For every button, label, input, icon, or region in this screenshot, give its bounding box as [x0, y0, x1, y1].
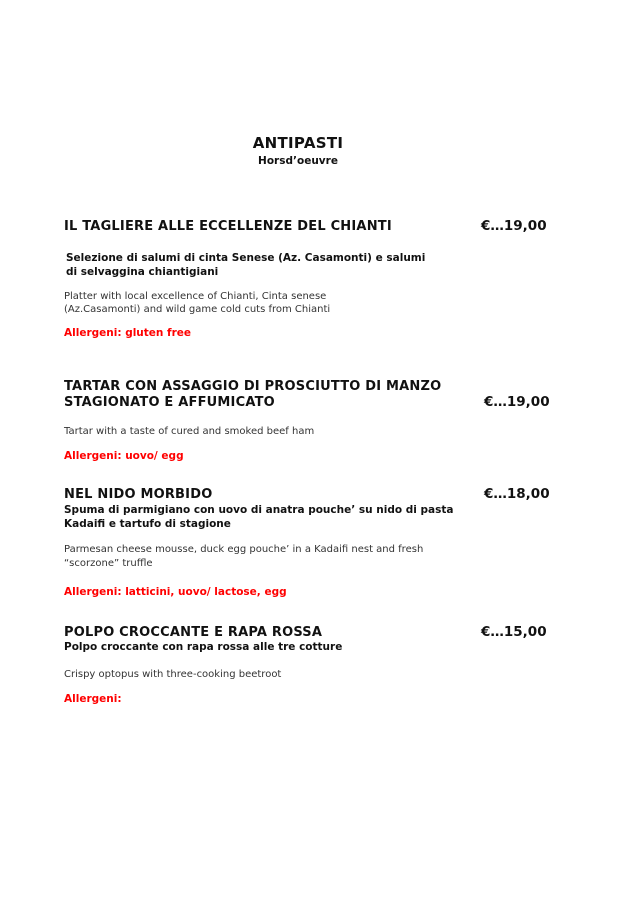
item-english-desc: Crispy optopus with three-cooking beetroot — [64, 669, 282, 680]
item-italian-desc: Spuma di parmigiano con uovo di anatra pouche’ su nido di pasta — [64, 504, 454, 516]
item-title: NEL NIDO MORBIDO — [64, 487, 213, 502]
item-italian-desc: di selvaggina chiantigiani — [66, 266, 219, 278]
item-allergens: Allergeni: gluten free — [64, 327, 192, 339]
item-price: €…19,00 — [484, 394, 550, 410]
item-price: €…18,00 — [484, 486, 550, 502]
item-allergens: Allergeni: latticini, uovo/ lactose, egg — [64, 586, 287, 598]
item-title: IL TAGLIERE ALLE ECCELLENZE DEL CHIANTI — [64, 219, 392, 234]
item-price: €…15,00 — [481, 624, 547, 640]
item-title: POLPO CROCCANTE E RAPA ROSSA — [64, 625, 323, 640]
item-english-desc: “scorzone” truffle — [64, 558, 153, 569]
item-italian-desc: Kadaifi e tartufo di stagione — [64, 518, 231, 530]
item-italian-desc: Polpo croccante con rapa rossa alle tre cotture — [64, 641, 343, 653]
section-subtitle: Horsd’oeuvre — [258, 155, 338, 167]
item-english-desc: Parmesan cheese mousse, duck egg pouche’ in a Kadaifi nest and fresh — [64, 544, 424, 555]
item-english-desc: Platter with local excellence of Chianti, Cinta senese — [64, 291, 327, 302]
item-allergens: Allergeni: — [64, 693, 122, 705]
item-title: STAGIONATO E AFFUMICATO — [64, 395, 275, 410]
item-allergens: Allergeni: uovo/ egg — [64, 450, 184, 462]
item-price: €…19,00 — [481, 218, 547, 234]
item-english-desc: (Az.Casamonti) and wild game cold cuts from Chianti — [64, 304, 331, 315]
section-title: ANTIPASTI — [252, 134, 344, 152]
item-english-desc: Tartar with a taste of cured and smoked beef ham — [64, 426, 315, 437]
item-title: TARTAR CON ASSAGGIO DI PROSCIUTTO DI MANZO — [64, 379, 442, 394]
item-italian-desc: Selezione di salumi di cinta Senese (Az. Casamonti) e salumi — [66, 252, 426, 264]
